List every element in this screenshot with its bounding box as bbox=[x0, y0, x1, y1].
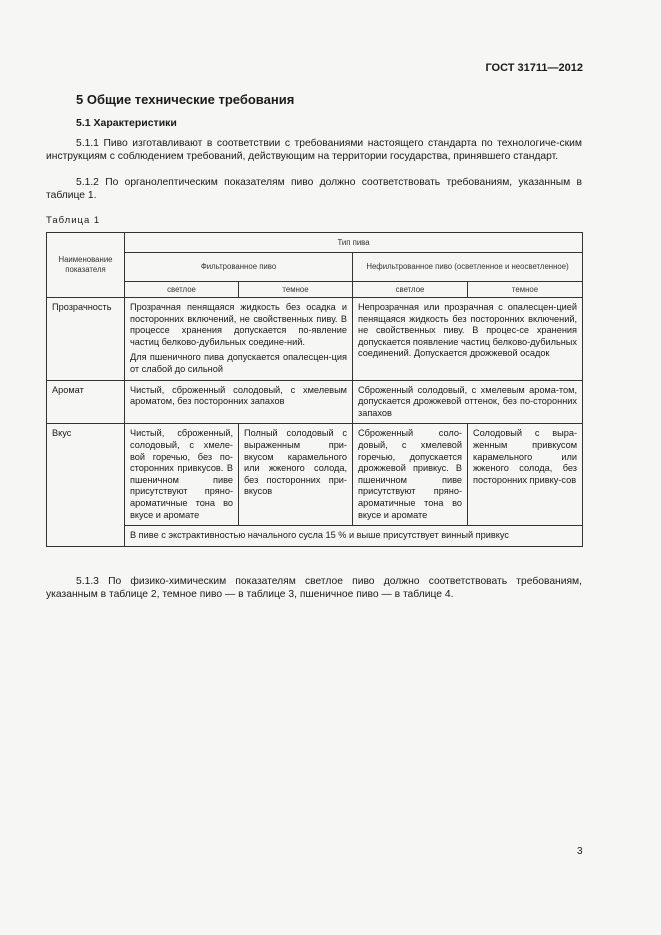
document-id: ГОСТ 31711—2012 bbox=[485, 62, 583, 74]
taste-filtered-dark: Полный солодовый с выраженным при-вкусом карамельного или жженого солода, без посторонних при-вкусов bbox=[239, 424, 353, 526]
header-filtered-light: светлое bbox=[125, 282, 239, 298]
row-name-aroma: Аромат bbox=[47, 380, 125, 424]
page-number: 3 bbox=[577, 846, 583, 857]
header-unfiltered-dark: темное bbox=[468, 282, 583, 298]
table-header-row bbox=[47, 233, 583, 253]
aroma-unfiltered: Сброженный солодовый, с хмелевым арома-том, допускается дрожжевой оттенок, без по-сторонних запахов bbox=[353, 380, 583, 424]
section-title: 5 Общие технические требования bbox=[76, 92, 295, 107]
taste-note: В пиве с экстрактивностью начального сусла 15 % и выше присутствует винный привкус bbox=[125, 526, 583, 547]
aroma-filtered: Чистый, сброженный солодовый, с хмелевым ароматом, без посторонних запахов bbox=[125, 380, 353, 424]
paragraph-5-1-3 bbox=[46, 576, 582, 601]
table-row bbox=[47, 424, 583, 526]
paragraph-5-1-1 bbox=[46, 138, 582, 163]
taste-unfiltered-light: Сброженный соло-довый, с хмелевой горечью, допускается дрожжевой привкус. В пшеничном пиве присутствуют пряно-ароматичные тона во вкусе и аромате bbox=[353, 424, 468, 526]
organoleptic-table bbox=[46, 232, 583, 547]
paragraph-text: 5.1.3 По физико-химическим показателям светлое пиво должно соответствовать требованиям, указанным в таблице 2, темное пиво — в таблице 3, пшеничное пиво — в таблице 4. bbox=[46, 576, 582, 600]
header-unfiltered: Нефильтрованное пиво (осветленное и неосветленное) bbox=[353, 253, 583, 282]
subsection-title: 5.1 Характеристики bbox=[76, 117, 177, 129]
paragraph-5-1-2 bbox=[46, 177, 582, 202]
clarity-filtered-text: Прозрачная пенящаяся жидкость без осадка и посторонних включений, не свойственных пиву. В процессе хранения допускается по-явление частиц белково-дубильных соедине-ний. bbox=[130, 302, 347, 347]
clarity-filtered bbox=[125, 298, 353, 381]
taste-unfiltered-dark: Солодовый с выра-женным привкусом карамельного или жженого солода, без посторонних привку-сов bbox=[468, 424, 583, 526]
header-indicator: Наименование показателя bbox=[47, 233, 125, 298]
paragraph-text: 5.1.1 Пиво изготавливают в соответствии с требованиями настоящего стандарта по технологиче-ским инструкциям с соблюдением требований, действующим на территории государства, принявшего стандарт. bbox=[46, 138, 582, 162]
clarity-unfiltered: Непрозрачная или прозрачная с опалесцен-цией пенящаяся жидкость без посторонних включений, не свойственных пиву. В процес-се хранения допускается появление частиц белково-дубильных соединений. Допускается дрожжевой осадок bbox=[353, 298, 583, 381]
row-name-taste: Вкус bbox=[47, 424, 125, 546]
table-header-row bbox=[47, 253, 583, 282]
paragraph-text: 5.1.2 По органолептическим показателям пиво должно соответствовать требованиям, указанным в таблице 1. bbox=[46, 177, 582, 201]
table-row bbox=[47, 526, 583, 547]
table-row bbox=[47, 298, 583, 381]
clarity-filtered-note: Для пшеничного пива допускается опалесцен-ция от слабой до сильной bbox=[130, 352, 347, 374]
table-caption: Таблица 1 bbox=[46, 215, 101, 226]
header-filtered-dark: темное bbox=[239, 282, 353, 298]
table-row bbox=[47, 380, 583, 424]
row-name-clarity: Прозрачность bbox=[47, 298, 125, 381]
header-unfiltered-light: светлое bbox=[353, 282, 468, 298]
table-header-row bbox=[47, 282, 583, 298]
taste-filtered-light: Чистый, сброженный, солодовый, с хмеле-вой горечью, без по-сторонних привкусов. В пшеничном пиве присутствуют пряно-ароматичные тона во вкусе и аромате bbox=[125, 424, 239, 526]
header-beer-type: Тип пива bbox=[125, 233, 583, 253]
header-filtered: Фильтрованное пиво bbox=[125, 253, 353, 282]
